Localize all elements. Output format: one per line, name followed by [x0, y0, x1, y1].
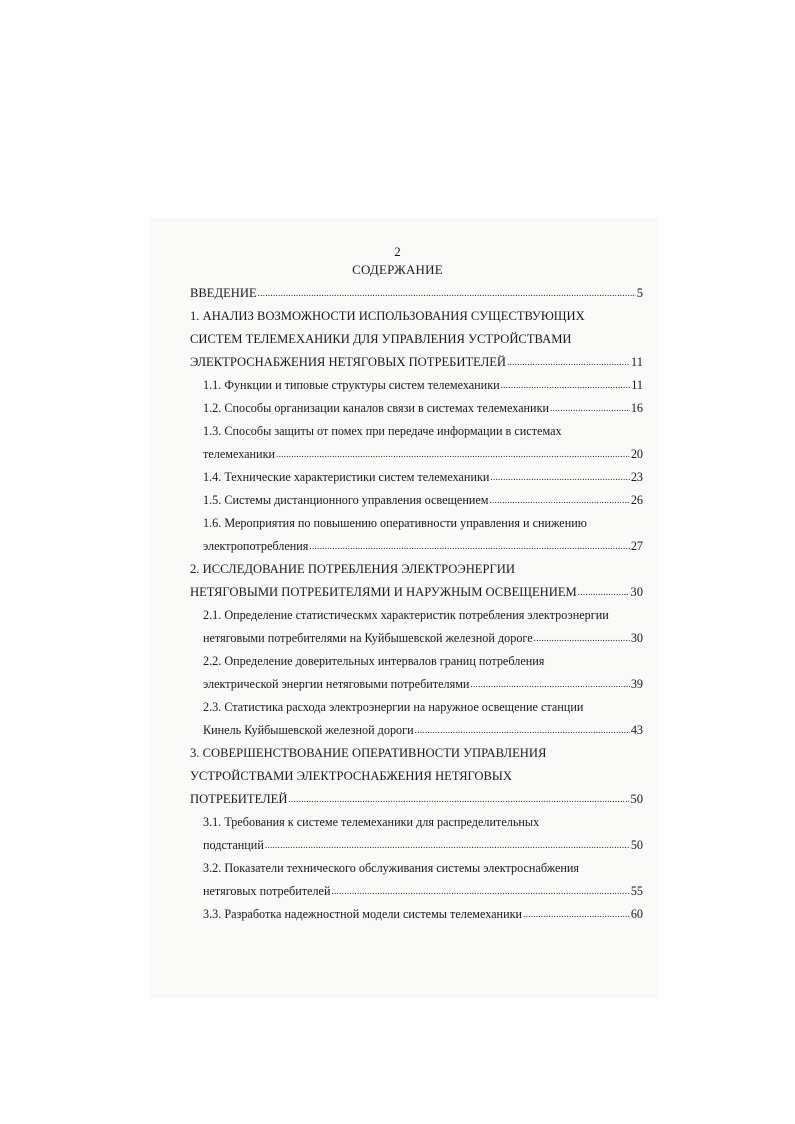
- leader-dots: [507, 352, 630, 372]
- toc-entry-3-1-line-1[interactable]: [203, 812, 643, 832]
- toc-entry-2-3-line-2[interactable]: [203, 720, 643, 740]
- toc-entry-1-5[interactable]: [203, 490, 643, 510]
- toc-page-number: 30: [630, 585, 643, 599]
- toc-entry-2-1-line-1[interactable]: [203, 605, 643, 625]
- leader-dots: [550, 398, 630, 418]
- toc-entry-3-1-line-2[interactable]: [203, 835, 643, 855]
- leader-dots: [309, 536, 629, 556]
- toc-entry-text: 1.6. Мероприятия по повышению оперативности управления и снижению: [203, 516, 587, 530]
- toc-entry-2-2-line-2[interactable]: [203, 674, 643, 694]
- toc-entry-text: электрической энергии нетяговыми потребителями: [203, 677, 470, 691]
- toc-entry-text: 3.1. Требования к системе телемеханики для распределительных: [203, 815, 540, 829]
- toc-heading: СОДЕРЖАНИЕ: [352, 262, 443, 277]
- toc-page-number: 60: [630, 907, 643, 921]
- toc-entry-chapter-3-line-2[interactable]: [190, 766, 643, 786]
- toc-entry-2-3-line-1[interactable]: [203, 697, 643, 717]
- toc-entry-1-6-line-2[interactable]: [203, 536, 643, 556]
- toc-entry-text: подстанций: [203, 838, 264, 852]
- toc-entry-text: 2.3. Статистика расхода электроэнергии на наружное освещение станции: [203, 700, 584, 714]
- leader-dots: [501, 375, 631, 395]
- toc-entry-1-4[interactable]: [203, 467, 643, 487]
- toc-entry-3-2-line-1[interactable]: [203, 858, 643, 878]
- toc-entry-text: 1.2. Способы организации каналов связи в системах телемеханики: [203, 401, 550, 415]
- toc-entry-text: электропотребления: [203, 539, 309, 553]
- leader-dots: [415, 720, 630, 740]
- toc-entry-text: нетяговых потребителей: [203, 884, 331, 898]
- toc-entry-chapter-1-line-3[interactable]: [190, 352, 643, 372]
- toc-page-number: 11: [631, 378, 643, 392]
- toc-entry-chapter-3-line-3[interactable]: [190, 789, 643, 809]
- toc-entry-text: телемеханики: [203, 447, 276, 461]
- toc-entry-1-2[interactable]: [203, 398, 643, 418]
- toc-entry-1-1[interactable]: [203, 375, 643, 395]
- leader-dots: [489, 490, 629, 510]
- toc-page-number: 27: [630, 539, 643, 553]
- toc-entry-3-3[interactable]: [203, 904, 643, 924]
- toc-entry-text: 2. ИССЛЕДОВАНИЕ ПОТРЕБЛЕНИЯ ЭЛЕКТРОЭНЕРГИИ: [190, 562, 515, 576]
- leader-dots: [470, 674, 629, 694]
- toc-page-number: 50: [630, 838, 643, 852]
- toc-entry-1-3-line-1[interactable]: [203, 421, 643, 441]
- toc-entry-chapter-3-line-1[interactable]: [190, 743, 643, 763]
- leader-dots: [265, 835, 630, 855]
- toc-entry-text: Кинель Куйбышевской железной дороги: [203, 723, 414, 737]
- toc-page-number: 11: [630, 355, 643, 369]
- toc-entry-chapter-2-line-2[interactable]: [190, 582, 643, 602]
- toc-entry-chapter-1-line-1[interactable]: [190, 306, 643, 326]
- toc-page-number: 26: [630, 493, 643, 507]
- toc-page-number: 16: [630, 401, 643, 415]
- toc-entry-text: НЕТЯГОВЫМИ ПОТРЕБИТЕЛЯМИ И НАРУЖНЫМ ОСВЕЩЕНИЕМ: [190, 585, 577, 599]
- toc-entry-text: 3. СОВЕРШЕНСТВОВАНИЕ ОПЕРАТИВНОСТИ УПРАВЛЕНИЯ: [190, 746, 547, 760]
- toc-entry-text: 2.2. Определение доверительных интервалов границ потребления: [203, 654, 545, 668]
- leader-dots: [331, 881, 629, 901]
- toc-entry-3-2-line-2[interactable]: [203, 881, 643, 901]
- toc-entry-text: 3.2. Показатели технического обслуживания системы электроснабжения: [203, 861, 580, 875]
- toc-entry-text: нетяговыми потребителями на Куйбышевской железной дороге: [203, 631, 533, 645]
- toc-page-number: 50: [630, 792, 643, 806]
- toc-entry-2-1-line-2[interactable]: [203, 628, 643, 648]
- toc-page-number: 55: [630, 884, 643, 898]
- leader-dots: [578, 582, 630, 602]
- toc-page-number: 39: [630, 677, 643, 691]
- toc-entry-2-2-line-1[interactable]: [203, 651, 643, 671]
- leader-dots: [288, 789, 629, 809]
- toc-entry-1-6-line-1[interactable]: [203, 513, 643, 533]
- toc-entry-introduction[interactable]: [190, 283, 643, 303]
- leader-dots: [490, 467, 629, 487]
- leader-dots: [258, 283, 636, 303]
- toc-page-number: 43: [630, 723, 643, 737]
- toc-entry-text: 1.3. Способы защиты от помех при передаче информации в системах: [203, 424, 562, 438]
- leader-dots: [534, 628, 630, 648]
- toc-page-number: 30: [630, 631, 643, 645]
- page-number: 2: [394, 244, 401, 259]
- toc-page-number: 5: [636, 286, 643, 300]
- toc-page-number: 23: [630, 470, 643, 484]
- toc-entry-text: 1.1. Функции и типовые структуры систем телемеханики: [203, 378, 500, 392]
- toc-entry-chapter-1-line-2[interactable]: [190, 329, 643, 349]
- toc-entry-text: 1.5. Системы дистанционного управления освещением: [203, 493, 489, 507]
- toc-entry-text: 1.4. Технические характеристики систем телемеханики: [203, 470, 490, 484]
- toc-entry-text: ВВЕДЕНИЕ: [190, 286, 257, 300]
- toc-entry-text: 1. АНАЛИЗ ВОЗМОЖНОСТИ ИСПОЛЬЗОВАНИЯ СУЩЕСТВУЮЩИХ: [190, 309, 585, 323]
- toc-entry-chapter-2-line-1[interactable]: [190, 559, 643, 579]
- toc-page-number: 20: [630, 447, 643, 461]
- toc-entry-1-3-line-2[interactable]: [203, 444, 643, 464]
- leader-dots: [523, 904, 630, 924]
- toc-entry-text: 2.1. Определение статистическмх характеристик потребления электроэнергии: [203, 608, 609, 622]
- toc-entry-text: УСТРОЙСТВАМИ ЭЛЕКТРОСНАБЖЕНИЯ НЕТЯГОВЫХ: [190, 769, 513, 783]
- toc-entry-text: ПОТРЕБИТЕЛЕЙ: [190, 792, 288, 806]
- leader-dots: [276, 444, 630, 464]
- toc-entry-text: 3.3. Разработка надежностной модели системы телемеханики: [203, 907, 523, 921]
- toc-entry-text: СИСТЕМ ТЕЛЕМЕХАНИКИ ДЛЯ УПРАВЛЕНИЯ УСТРОЙСТВАМИ: [190, 332, 572, 346]
- toc-entry-text: ЭЛЕКТРОСНАБЖЕНИЯ НЕТЯГОВЫХ ПОТРЕБИТЕЛЕЙ: [190, 355, 507, 369]
